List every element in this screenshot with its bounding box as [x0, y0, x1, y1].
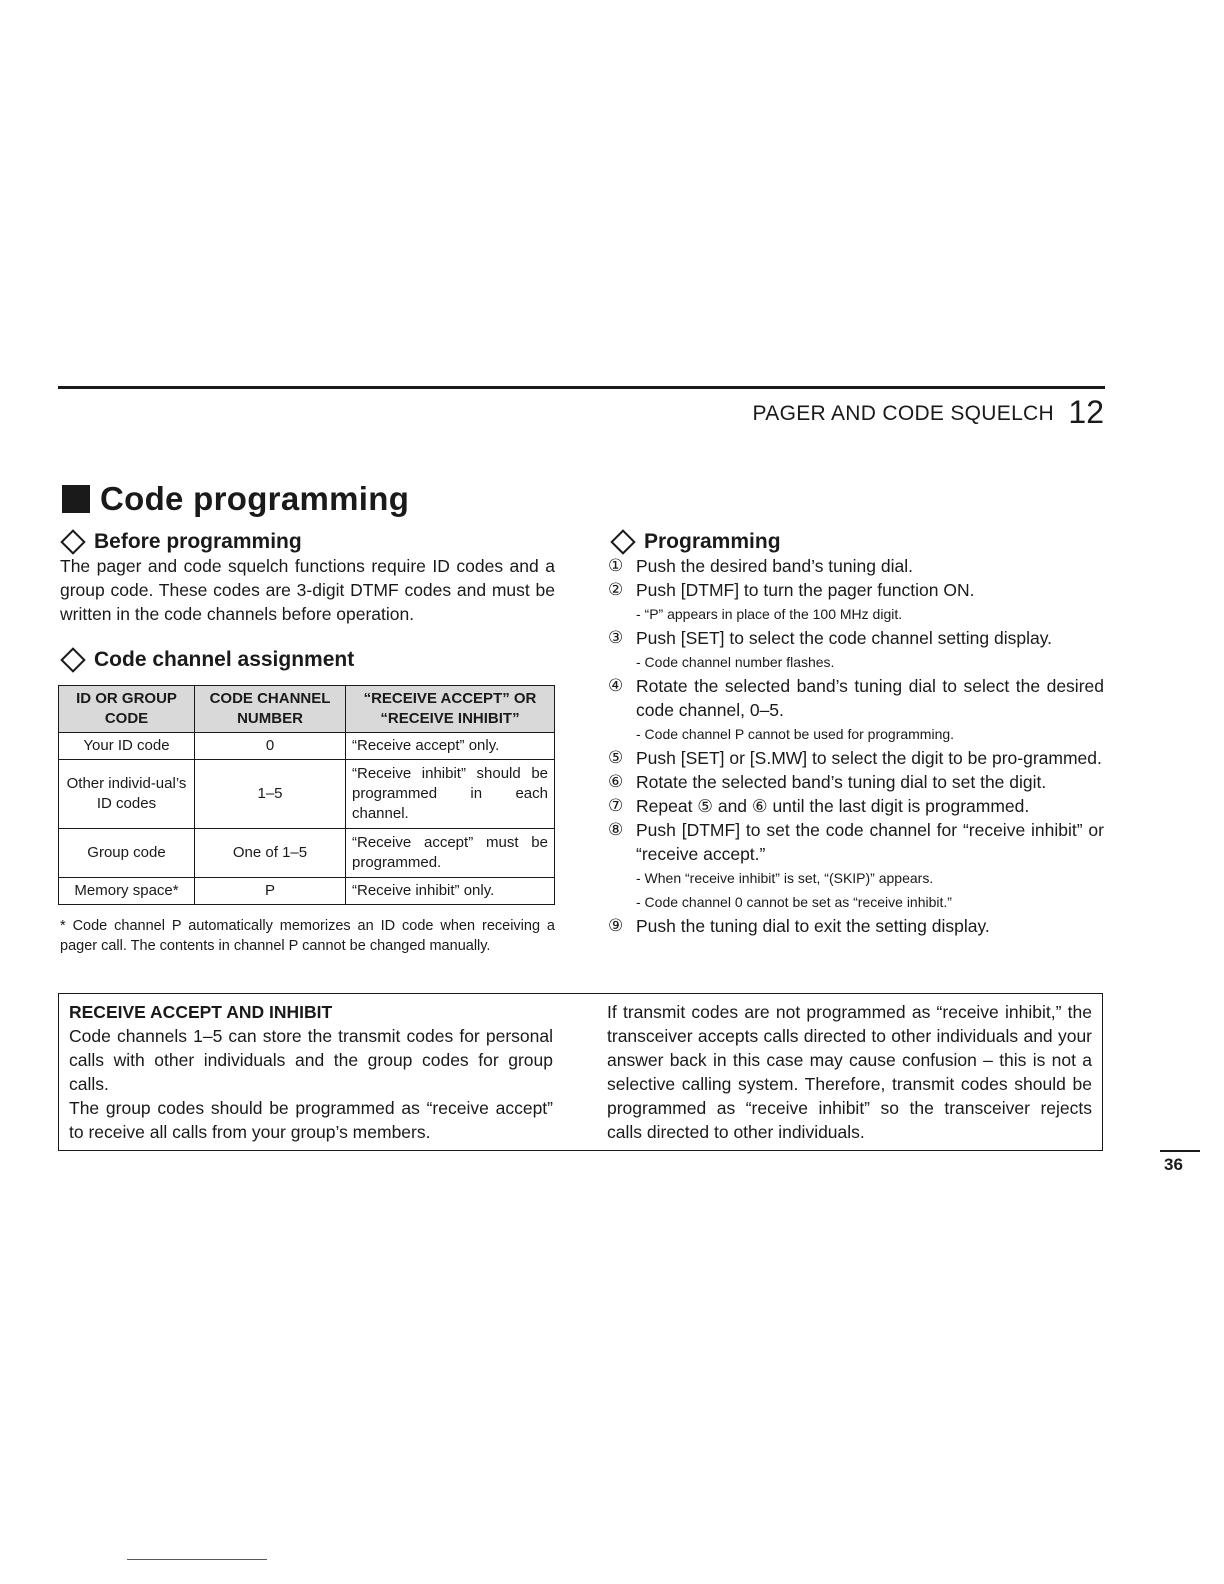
- box-right-column: If transmit codes are not programmed as “receive inhibit,” the transceiver accepts calls directed to other individuals and your answer back in this case may cause confusion – this is not a selective calling system. Therefore, transmit codes should be programmed as “receive inhibit” so the transceiver rejects calls directed to other individuals.: [607, 1002, 1092, 1142]
- list-item: [608, 770, 1104, 794]
- diamond-icon: [60, 647, 85, 672]
- diamond-icon: [610, 529, 635, 554]
- step-number: ②: [608, 580, 624, 599]
- list-item: [608, 554, 1104, 578]
- step-note: - Code channel 0 cannot be set as “receive inhibit.”: [636, 894, 952, 910]
- table-cell: “Receive accept” only.: [346, 733, 555, 760]
- list-item: [608, 914, 1104, 938]
- chapter-number: 12: [1068, 394, 1104, 430]
- page-number: 36: [1164, 1155, 1183, 1174]
- step-number: ⑦: [608, 796, 624, 815]
- box-paragraph: The group codes should be programmed as “receive accept” to receive all calls from your group’s members.: [69, 1098, 553, 1142]
- chapter-title: PAGER AND CODE SQUELCH: [752, 402, 1054, 425]
- table-row: [59, 733, 555, 760]
- programming-heading: [610, 530, 781, 554]
- before-programming-heading-text: Before programming: [94, 530, 302, 553]
- table-header-row: [59, 686, 555, 733]
- before-programming-heading: [60, 530, 302, 554]
- list-item: [608, 674, 1104, 722]
- table-cell: “Receive inhibit” should be programmed in each channel.: [346, 760, 555, 829]
- list-item: [608, 794, 1104, 818]
- step-note: - Code channel P cannot be used for programming.: [636, 726, 955, 742]
- step-number: ④: [608, 676, 624, 695]
- step-number: ⑨: [608, 916, 624, 935]
- before-programming-text: The pager and code squelch functions require ID codes and a group code. These codes are 3-digit DTMF codes and must be written in the code channels before operation.: [60, 556, 555, 624]
- step-text: Repeat ⑤ and ⑥ until the last digit is programmed.: [636, 796, 1030, 816]
- table-footnote: * Code channel P automatically memorizes an ID code when receiving a pager call. The contents in channel P cannot be changed manually.: [60, 918, 555, 954]
- table-header-cell: “RECEIVE ACCEPT” OR “RECEIVE INHIBIT”: [346, 686, 555, 733]
- table-row: [59, 760, 555, 829]
- box-left-column: [69, 1000, 553, 1144]
- step-text: Push [DTMF] to set the code channel for “receive inhibit” or “receive accept.”: [636, 820, 1104, 864]
- step-number: ①: [608, 556, 624, 575]
- page-title-text: Code programming: [100, 480, 410, 517]
- black-square-icon: [62, 485, 90, 513]
- step-number: ③: [608, 628, 624, 647]
- receive-accept-inhibit-box: [58, 993, 1103, 1151]
- code-channel-assignment-heading: [60, 648, 354, 672]
- page-number-rule: [1160, 1150, 1200, 1152]
- code-channel-table: [58, 685, 555, 905]
- code-channel-assignment-heading-text: Code channel assignment: [94, 648, 355, 671]
- step-note: - When “receive inhibit” is set, “(SKIP)” appears.: [636, 870, 934, 886]
- table-cell: “Receive inhibit” only.: [346, 878, 555, 905]
- list-item: [608, 578, 1104, 602]
- list-item: [608, 626, 1104, 650]
- programming-heading-text: Programming: [644, 530, 781, 553]
- step-number: ⑤: [608, 748, 624, 767]
- step-number: ⑥: [608, 772, 624, 791]
- table-cell: Group code: [59, 829, 195, 878]
- table-cell: P: [195, 878, 346, 905]
- step-text: Push the tuning dial to exit the setting display.: [636, 916, 990, 936]
- table-row: [59, 829, 555, 878]
- box-paragraph: Code channels 1–5 can store the transmit codes for personal calls with other individuals and the group codes for group calls.: [69, 1026, 553, 1094]
- table-cell: Memory space*: [59, 878, 195, 905]
- table-cell: Your ID code: [59, 733, 195, 760]
- step-note: - Code channel number flashes.: [636, 654, 835, 670]
- table-cell: 1–5: [195, 760, 346, 829]
- table-cell: “Receive accept” must be programmed.: [346, 829, 555, 878]
- list-item: [608, 746, 1104, 770]
- step-note: - “P” appears in place of the 100 MHz digit.: [636, 606, 903, 622]
- table-header-cell: ID OR GROUP CODE: [59, 686, 195, 733]
- table-cell: Other individ-ual’s ID codes: [59, 760, 195, 829]
- table-cell: One of 1–5: [195, 829, 346, 878]
- step-text: Rotate the selected band’s tuning dial to select the desired code channel, 0–5.: [636, 676, 1104, 720]
- scan-artifact-line: [127, 1559, 267, 1560]
- table-header-cell: CODE CHANNEL NUMBER: [195, 686, 346, 733]
- programming-steps: [608, 554, 1104, 938]
- step-text: Push the desired band’s tuning dial.: [636, 556, 913, 576]
- step-text: Push [SET] or [S.MW] to select the digit to be pro-grammed.: [636, 748, 1102, 768]
- diamond-icon: [60, 529, 85, 554]
- step-number: ⑧: [608, 820, 624, 839]
- table-cell: 0: [195, 733, 346, 760]
- list-item: [608, 818, 1104, 866]
- page-title: [62, 480, 409, 518]
- step-text: Push [DTMF] to turn the pager function ON.: [636, 580, 975, 600]
- step-text: Rotate the selected band’s tuning dial to set the digit.: [636, 772, 1047, 792]
- table-row: [59, 878, 555, 905]
- box-title: RECEIVE ACCEPT AND INHIBIT: [69, 1002, 333, 1022]
- header-rule: [58, 386, 1105, 389]
- step-text: Push [SET] to select the code channel setting display.: [636, 628, 1053, 648]
